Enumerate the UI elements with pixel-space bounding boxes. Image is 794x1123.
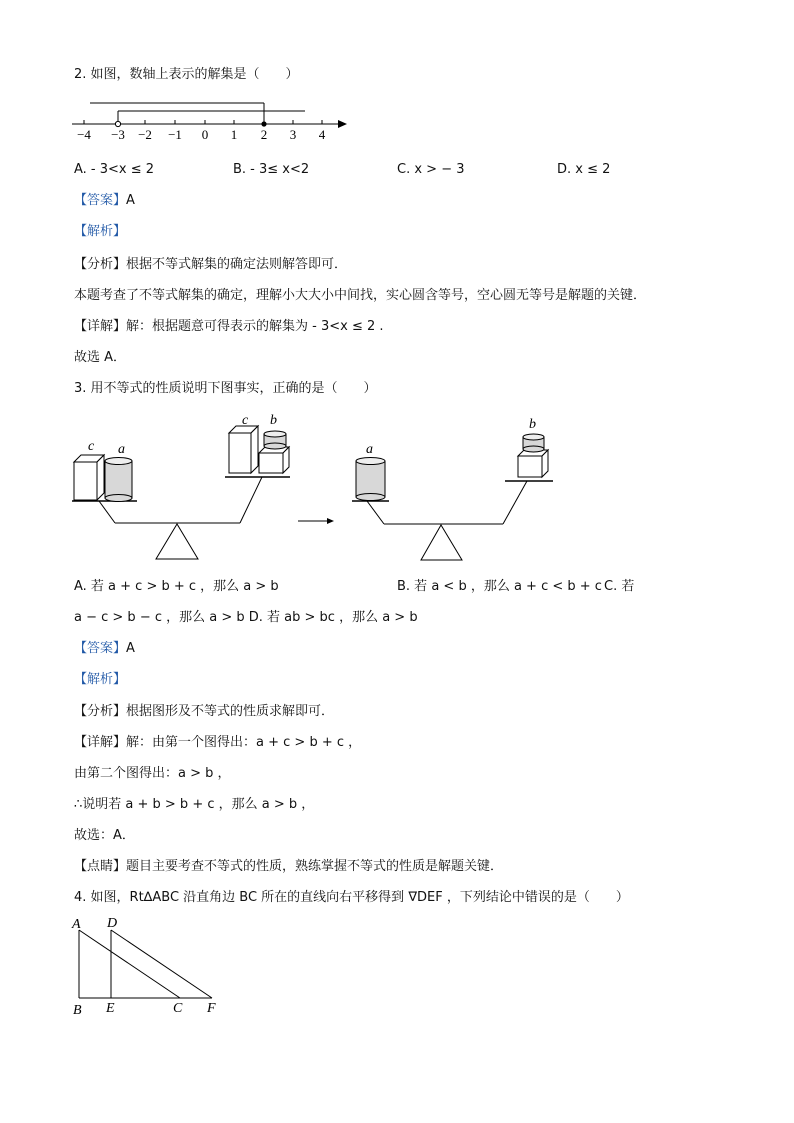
q3-answer xyxy=(74,640,135,658)
q3-option-a: A. 若 a + c > b + c ，那么 a > b xyxy=(74,579,279,594)
point-C: C xyxy=(173,1001,183,1016)
q2-answer xyxy=(74,192,135,210)
q3-dianjing xyxy=(74,858,503,876)
answer-value: A xyxy=(126,193,135,208)
cylinder-a-left xyxy=(105,458,132,502)
dianjing-tag: 【点睛】 xyxy=(74,859,127,874)
axis-tick-label: −1 xyxy=(168,127,182,142)
solid-dot-2 xyxy=(261,121,266,126)
answer-tag: 【答案】 xyxy=(74,641,127,656)
cylinder-b-solo xyxy=(523,434,544,452)
q3-analysis-tag: 【解析】 xyxy=(74,672,127,687)
q2-option-d: D. x ≤ 2 xyxy=(557,162,611,177)
cube-b-base-right xyxy=(259,447,289,473)
cube-c-left xyxy=(74,455,104,500)
detail-text: 解：由第一个图得出：a + c > b + c ， xyxy=(126,735,362,750)
q2-conclusion: 故选 A． xyxy=(74,350,127,365)
label-b-right: b xyxy=(270,413,277,428)
answer-tag: 【答案】 xyxy=(74,193,127,208)
axis-tick-label: −2 xyxy=(138,127,152,142)
fenxi-tag: 【分析】 xyxy=(74,257,127,272)
cylinder-a-solo xyxy=(356,458,385,501)
q2-option-a: A. - 3<x ≤ 2 xyxy=(74,162,155,177)
answer-value: A xyxy=(126,641,135,656)
axis-tick-label: 0 xyxy=(201,127,209,142)
q3-detail xyxy=(74,734,361,752)
fenxi-text: 根据图形及不等式的性质求解即可． xyxy=(126,704,335,719)
left-balance xyxy=(72,413,290,559)
fulcrum-right xyxy=(421,525,462,560)
cube-c-right xyxy=(229,426,258,473)
axis-tick-label: 2 xyxy=(260,127,268,142)
balance-figure xyxy=(0,400,794,570)
q2-detail xyxy=(74,318,384,336)
q3-line2: 由第二个图得出：a > b ， xyxy=(74,766,231,781)
axis-tick-label: 4 xyxy=(318,127,326,142)
q2-option-b: B. - 3≤ x<2 xyxy=(233,162,310,177)
detail-tag: 【详解】 xyxy=(74,735,127,750)
q3-conclusion: 故选：A． xyxy=(74,828,135,843)
q4-title: 4. 如图，Rt∆ABC 沿直角边 BC 所在的直线向右平移得到 ∇DEF ，下列结论中错误的是（ ） xyxy=(74,890,629,905)
point-F: F xyxy=(207,1001,216,1016)
point-D: D xyxy=(107,916,118,931)
point-A: A xyxy=(72,917,81,932)
point-E: E xyxy=(106,1001,115,1016)
q2-title: 2. 如图，数轴上表示的解集是（ ） xyxy=(74,67,299,82)
cylinder-b-right xyxy=(264,431,286,449)
number-line-arrow xyxy=(338,120,347,128)
axis-tick-label: 1 xyxy=(230,127,238,142)
point-B: B xyxy=(73,1003,82,1018)
q2-analysis-tag: 【解析】 xyxy=(74,224,127,239)
q3-option-c-start: C. 若 xyxy=(604,579,635,594)
number-line-figure xyxy=(0,0,794,160)
open-circle-minus-3 xyxy=(115,121,120,126)
q2-option-c: C. x > − 3 xyxy=(397,162,465,177)
fenxi-tag: 【分析】 xyxy=(74,704,127,719)
label-c-left: c xyxy=(88,439,95,454)
q3-options-line2: a − c > b − c ，那么 a > b D. 若 ab > bc ，那么 a > b xyxy=(74,610,418,625)
axis-tick-label: −4 xyxy=(77,127,91,142)
dianjing-text: 题目主要考查不等式的性质，熟练掌握不等式的性质是解题关键． xyxy=(126,859,504,874)
detail-text: 解：根据题意可得表示的解集为 - 3<x ≤ 2 . xyxy=(126,319,384,334)
label-a-left: a xyxy=(118,442,125,457)
translation-figure xyxy=(0,910,794,1020)
q2-note: 本题考查了不等式解集的确定，理解小大大小中间找，实心圆含等号，空心圆无等号是解题的关键． xyxy=(74,288,647,303)
q3-title: 3. 用不等式的性质说明下图事实，正确的是（ ） xyxy=(74,381,377,396)
q3-fenxi xyxy=(74,703,334,721)
cube-b-base-solo xyxy=(518,450,548,477)
segment-DF xyxy=(111,930,212,998)
q3-option-b: B. 若 a < b ，那么 a + c < b + c xyxy=(397,579,602,594)
q2-fenxi xyxy=(74,256,347,274)
fulcrum-left xyxy=(156,524,198,559)
fenxi-text: 根据不等式解集的确定法则解答即可． xyxy=(126,257,348,272)
axis-tick-label: 3 xyxy=(289,127,297,142)
axis-tick-label: −3 xyxy=(111,127,125,142)
q3-line3: ∴说明若 a + b > b + c ，那么 a > b ， xyxy=(74,797,315,812)
label-b-solo: b xyxy=(529,417,536,432)
right-balance xyxy=(352,417,553,560)
label-c-right: c xyxy=(242,413,249,428)
label-a-solo: a xyxy=(366,442,373,457)
segment-AC xyxy=(79,930,180,998)
detail-tag: 【详解】 xyxy=(74,319,127,334)
